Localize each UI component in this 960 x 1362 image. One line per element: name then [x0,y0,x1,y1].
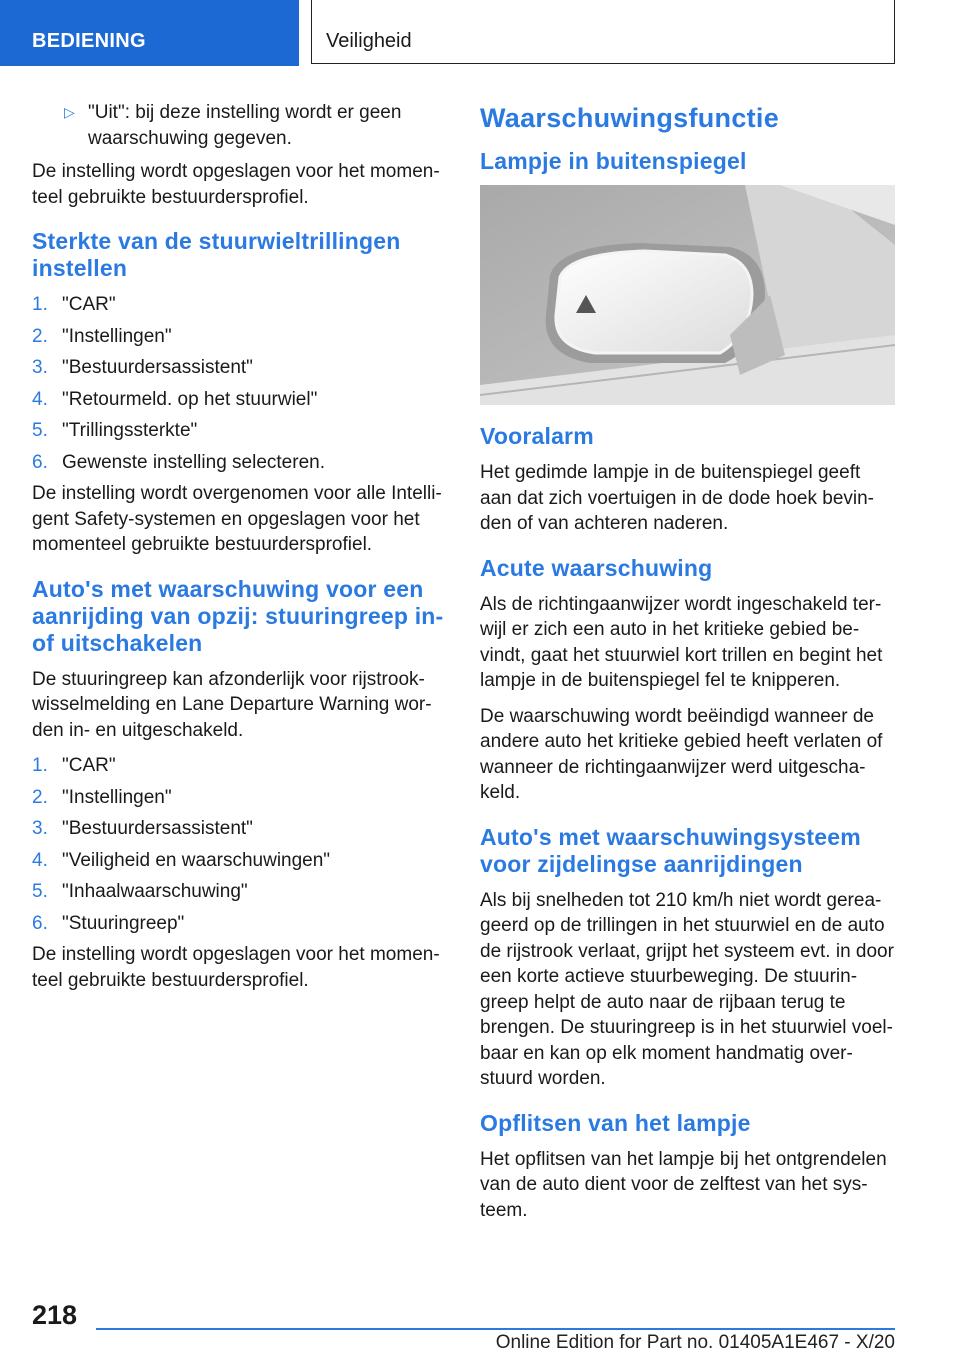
heading-opflitsen: Opflitsen van het lampje [480,1109,751,1136]
paragraph: Het gedimde lampje in de buitenspiegel geeft aan dat zich voertuigen in de dode hoek bevin-den of van achteren naderen. [480,462,874,534]
heading-acute-waarschuwing: Acute waarschuwing [480,554,713,581]
list-item: 4. "Veiligheid en waarschuwingen" [32,849,331,871]
heading-waarschuwingsfunctie: Waarschuwingsfunctie [480,103,780,133]
footer-divider [96,1328,895,1330]
steps-list-2 [32,753,450,936]
paragraph: Het opflitsen van het lampje bij het ontgrendelen van de auto dient voor de zelftest van het sys-teem. [480,1148,887,1221]
paragraph: Als bij snelheden tot 210 km/h niet wordt gerea-geerd op de trillingen in het stuurwiel en de auto de rijstrook verlaat, grijpt het systeem evt. in door een korte actieve stuurbeweging. De stuurin-greep helpt de auto naar de rijbaan terug te brengen. De stuuringreep is in het stuurwiel voel-baar en kan op elk moment handmatig over-stuurd worden. [480,889,894,1089]
heading-autos-zijdelings: Auto's met waarschuwingsysteem voor zijdelingse aanrijdingen [480,823,861,877]
paragraph: De stuuringreep kan afzonderlijk voor rijstrook-wisselmelding en Lane Departure Warning wor-den in- en uitgeschakeld. [32,668,432,741]
paragraph: De instelling wordt overgenomen voor alle Intelli-gent Safety-systemen en opgeslagen voor het momenteel gebruikte bestuurdersprofiel. [32,483,442,555]
side-mirror-illustration [480,185,895,405]
paragraph: Als de richtingaanwijzer wordt ingeschakeld ter-wijl er zich een auto in het kritieke gebied be-vindt, gaat het stuurwiel kort trillen en begint het lampje in de buitenspiegel fel te knipperen. [480,593,883,691]
list-item: 6. Gewenste instelling selecteren. [32,451,325,473]
list-item: 5. "Trillingssterkte" [32,420,198,441]
heading-vooralarm: Vooralarm [480,423,594,449]
right-column [480,100,895,1233]
list-item: 3. "Bestuurdersassistent" [32,818,253,839]
steps-list-1 [32,292,450,475]
heading-sterkte: Sterkte van de stuurwieltrillingen instellen [32,228,401,281]
paragraph: De instelling wordt opgeslagen voor het momen-teel gebruikte bestuurdersprofiel. [32,161,440,208]
bullet-item [32,100,450,151]
heading-autos-opzij: Auto's met waarschuwing voor een aanrijding van opzij: stuuringreep in- of uitschakelen [32,575,444,656]
chapter-tab: Veiligheid [311,0,895,64]
list-item: 6. "Stuuringreep" [32,912,185,934]
paragraph: De waarschuwing wordt beëindigd wanneer de andere auto het kritieke gebied heeft verlaten of wanneer de richtingaanwijzer werd uitgescha-keld. [480,705,883,803]
list-item: 5. "Inhaalwaarschuwing" [32,881,248,902]
edition-note: Online Edition for Part no. 01405A1E467 - X/20 [495,1332,895,1353]
heading-lampje: Lampje in buitenspiegel [480,148,747,174]
section-tab: BEDIENING [0,0,299,66]
page-number: 218 [32,1300,78,1330]
list-item: 1. "CAR" [32,755,116,776]
list-item: 4. "Retourmeld. op het stuurwiel" [32,388,318,410]
list-item: 2. "Instellingen" [32,786,172,808]
page-header [0,0,960,66]
paragraph: De instelling wordt opgeslagen voor het momen-teel gebruikte bestuurdersprofiel. [32,944,440,991]
left-column [32,100,450,1003]
bullet-text: "Uit": bij deze instelling wordt er geen waarschuwing gegeven. [88,102,402,149]
triangle-bullet-icon: ▷ [64,104,75,120]
list-item: 2. "Instellingen" [32,325,172,347]
list-item: 1. "CAR" [32,294,116,315]
list-item: 3. "Bestuurdersassistent" [32,357,253,378]
